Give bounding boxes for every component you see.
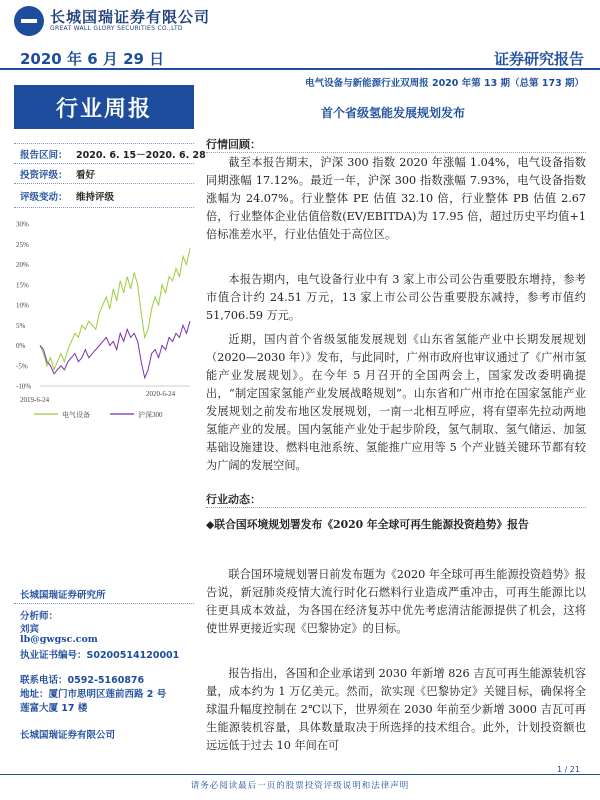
address-line-1: 地址：厦门市思明区莲前西路 2 号: [20, 689, 167, 700]
company-name-cn: 长城国瑞证券有限公司: [50, 8, 211, 26]
page-number: 1 / 21: [556, 765, 580, 774]
institute-name: 长城国瑞证券研究所: [20, 590, 106, 601]
y-tick-label: -10%: [16, 382, 32, 391]
y-tick-label: 25%: [16, 240, 29, 249]
x-tick-label: 2020-6-24: [146, 390, 176, 398]
paragraph-unep-report: 联合国环境规划署日前发布题为《2020 年全球可再生能源投资趋势》报告说，新冠肺炎疫情大流行时化石燃料行业造成严重冲击，可再生能源比以往更具成本效益，为各国在经济复苏中优先考虑清洁能源提供了机会，这将使世界更接近实现《巴黎协定》的目标。: [206, 568, 586, 635]
license-number: 执业证书编号：S0200514120001: [20, 650, 180, 661]
section-divider: [206, 152, 586, 153]
footer-divider: [0, 774, 600, 775]
x-tick-label: 2019-6-24: [20, 396, 50, 404]
sidebar-divider: [14, 207, 194, 208]
y-tick-label: -5%: [16, 362, 28, 371]
period-label: 报告区间：: [20, 150, 68, 161]
company-logo-icon: [14, 6, 44, 36]
sidebar-divider: [14, 603, 194, 604]
legend-label: 电气设备: [62, 411, 90, 419]
header-divider: [0, 68, 600, 70]
sidebar-divider: [14, 163, 194, 164]
address-line-2: 莲富大厦 17 楼: [20, 703, 88, 714]
sidebar-divider: [14, 183, 194, 184]
sidebar-divider: [14, 143, 194, 144]
rating-change-value: 维持评级: [76, 192, 115, 203]
y-tick-label: 15%: [16, 281, 29, 290]
y-tick-label: 20%: [16, 261, 29, 269]
paragraph-hydrogen-plan: 近期，国内首个省级氢能发展规划《山东省氢能产业中长期发展规划（2020—2030 年）》发布，与此同时，广州市政府也审议通过了《广州市氢能产业发展规划》。在今年 5 月召开的全国两会上，国家发改委明确提出，“制定国家氢能产业发展战略规划”。山东省和广州市抢在国家氢能产业发展规划之前发布地区发展规划，一南一北相互呼应，将有望率先拉动两地氢能产业的发展。国内氢能产业处于起步阶段，氢气制取、氢气储运、加氢基础设施建设、燃料电池系统、氢能推广应用等 5 个产业链关键环节都有较为广阔的发展空间。: [206, 333, 586, 472]
paragraph-shareholders: 本报告期内，电气设备行业中有 3 家上市公司公告重要股东增持，参考市值合计约 24.51 万元，13 家上市公司公告重要股东减持，参考市值约 51,706.59 万元。: [206, 273, 586, 322]
paragraph-market-review: 截至本报告期末，沪深 300 指数 2020 年涨幅 1.04%，电气设备指数同期涨幅 17.12%。最近一年，沪深 300 指数涨幅 7.93%，电气设备指数涨幅为 24.07%。行业整体 PE 估值 32.10 倍，行业整体 PB 估值 2.67 倍，行业整体企业估值倍数(EV/EBITDA)为 17.95 倍，超过历史平均值+1 倍标准差水平，行业估值处于高位区。: [206, 156, 586, 241]
series-line: [40, 248, 190, 369]
y-tick-label: 30%: [16, 220, 29, 229]
report-date: 2020 年 6 月 29 日: [20, 50, 165, 68]
y-tick-label: 5%: [16, 321, 26, 330]
paragraph-capacity-target: 报告指出，各国和企业承诺到 2030 年新增 826 吉瓦可再生能源装机容量，成本约为 1 万亿美元。然而，欲实现《巴黎协定》关键目标，确保将全球温升幅度控制在 2℃以下，世界须在 2030 年前至少新增 3000 吉瓦可再生能源装机容量，具体数量取决于所选择的技术组合。此外，计划投资额也远远低于过去 10 年间在可: [206, 667, 586, 752]
rating-value: 看好: [76, 170, 96, 181]
series-line: [40, 321, 190, 378]
report-series: 电气设备与新能源行业双周报 2020 年第 13 期（总第 173 期）: [305, 78, 584, 89]
period-value: 2020. 6. 15－2020. 6. 28: [76, 150, 206, 161]
section-divider: [206, 507, 586, 508]
company-footer-name: 长城国瑞证券有限公司: [20, 730, 116, 741]
report-type: 证券研究报告: [493, 50, 584, 68]
y-tick-label: 0%: [16, 342, 26, 350]
section-heading-review: 行情回顾：: [206, 138, 261, 151]
contact-phone: 联系电话：0592-5160876: [20, 675, 145, 686]
analyst-email[interactable]: lb@gwgsc.com: [20, 634, 98, 645]
legend-label: 沪深300: [138, 411, 163, 419]
company-name-en: GREAT WALL GLORY SECURITIES CO.,LTD: [50, 25, 183, 32]
news-bullet-heading: ◆联合国环境规划署发布《2020 年全球可再生能源投资趋势》报告: [206, 518, 529, 531]
section-heading-news: 行业动态：: [206, 493, 261, 506]
performance-chart: [14, 216, 200, 426]
analyst-name: 刘宾: [20, 624, 40, 635]
y-tick-label: 10%: [16, 301, 29, 310]
rating-change-label: 评级变动：: [20, 192, 68, 203]
analyst-label: 分析师：: [20, 611, 59, 622]
weekly-badge: 行业周报: [14, 85, 194, 129]
article-title: 首个省级氢能发展规划发布: [320, 106, 465, 120]
rating-label: 投资评级：: [20, 170, 68, 181]
footer-disclaimer: 请务必阅读最后一页的股票投资评级说明和法律声明: [190, 781, 410, 791]
